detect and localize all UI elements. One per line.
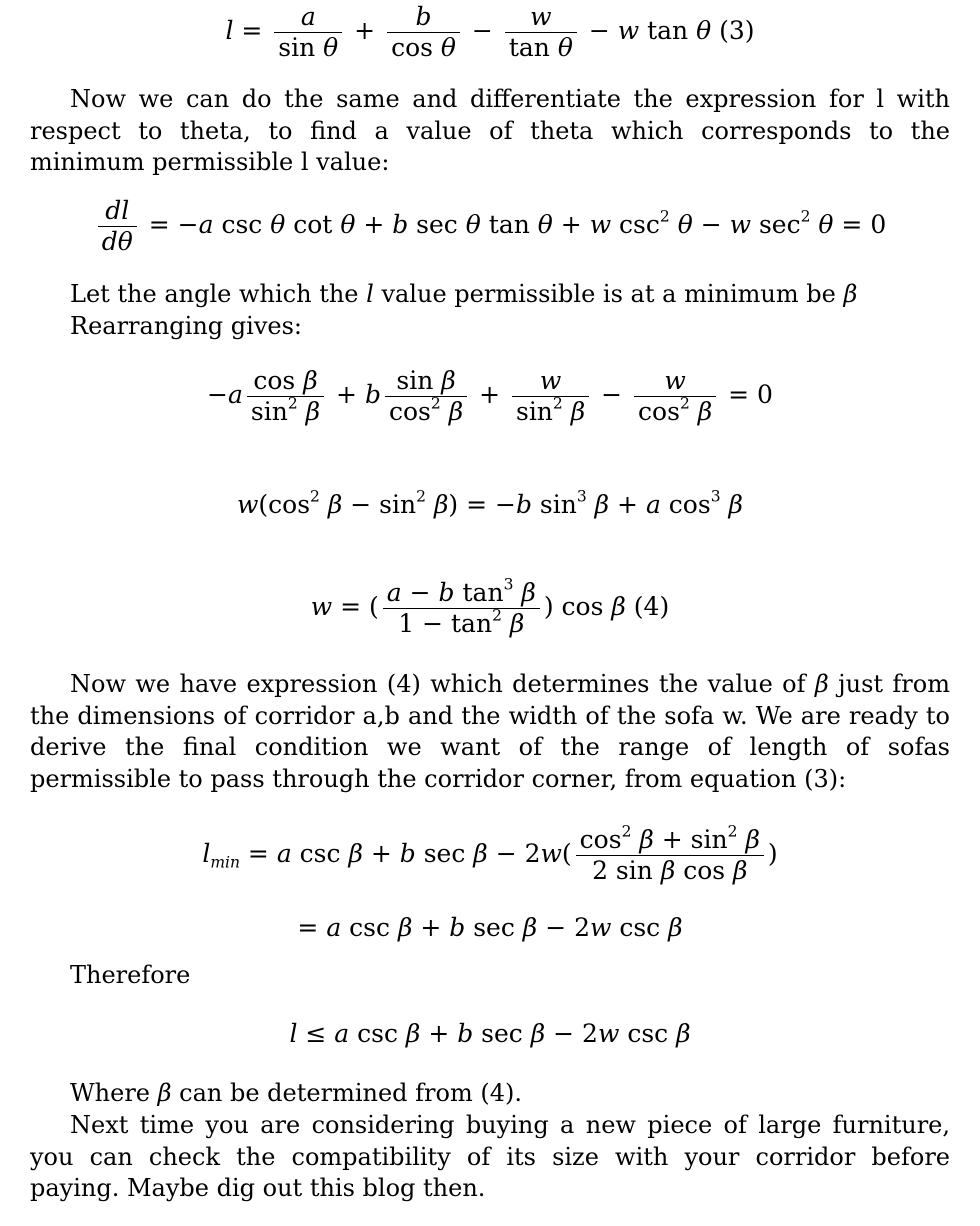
para-3-text-1: Now we have expression (4) which determines the value of [70, 670, 815, 698]
where-text-2: can be determined from (4). [171, 1079, 522, 1107]
text-rearranging: Rearranging gives: [70, 312, 302, 340]
let-angle-text-2: value permissible is at a minimum be [373, 280, 844, 308]
equation-3: l = $\frac{a}{\text{sin θ}}$ + $\frac{b}{\text{cos θ}}$ − $\frac{w}{\text{tan θ}}$ − w tan θ (3) [225, 2, 755, 62]
let-angle-var-l: l [366, 280, 374, 308]
where-text-1: Where [70, 1079, 158, 1107]
para-3-text-2: just from the dimensions of corridor a,b and the width of the sofa w. We are ready to derive the final condition we want of the range of length of sofas permissible to pass through the corridor corner, from equation (3): [30, 670, 950, 793]
equation-4-label: (4) [633, 592, 670, 621]
paragraph-closing: Next time you are considering buying a new piece of large furniture, you can check the compatibility of its size with your corridor before paying. Maybe dig out this blog then. [30, 1111, 950, 1202]
let-angle-beta: β [843, 280, 858, 308]
text-therefore: Therefore [70, 961, 191, 989]
text-where-beta [70, 1078, 522, 1110]
text-let-angle [70, 279, 857, 311]
equation-derivative: $\frac{dl}{d\theta}$ = −a csc θ cot θ + b sec θ tan θ + w $\csc^2 \theta - w$ $\sec^2 \theta = 0$ [0, 196, 980, 257]
equation-final-inequality: l ≤ a csc β + b sec β − 2w csc β [289, 1019, 691, 1048]
equation-lmin: $l_{min} = a$ csc β + b sec β − 2w( $\frac{\cos^2 \beta + \sin^2 \beta}{\text{2 sin β cos β}}$ ) [202, 822, 778, 885]
paragraph-differentiate: Now we can do the same and differentiate the expression for l with respect to theta, to find a value of theta which corresponds to the minimum permissible l value: [30, 85, 950, 176]
para-3-beta: β [814, 670, 829, 698]
let-angle-text-1: Let the angle which the [70, 280, 367, 308]
equation-rearranged: −a $\frac{\text{cos β}}{\sin^2 \beta}$ + b $\frac{\text{sin β}}{\cos^2 \beta}$ + $\frac{w}{\sin^2 \beta}$ − $\frac{w}{\cos^2 \beta}$ = 0 [207, 366, 773, 426]
equation-w-expansion: $w(\cos^2$ $\beta - \sin^2 \beta) = -b$ $\sin^3 \beta + a$ $\cos^3 \beta$ [237, 487, 743, 519]
equation-4: w = ( $\frac{a - b \tan^3 \beta}{1 - \tan^2 \beta}$ ) cos β (4) [310, 575, 670, 638]
paragraph-expression-4 [30, 669, 950, 795]
equation-3-label: (3) [719, 16, 755, 45]
equation-lmin-simplified: = a csc β + b sec β − 2w csc β [297, 913, 683, 942]
where-beta: β [157, 1079, 172, 1107]
